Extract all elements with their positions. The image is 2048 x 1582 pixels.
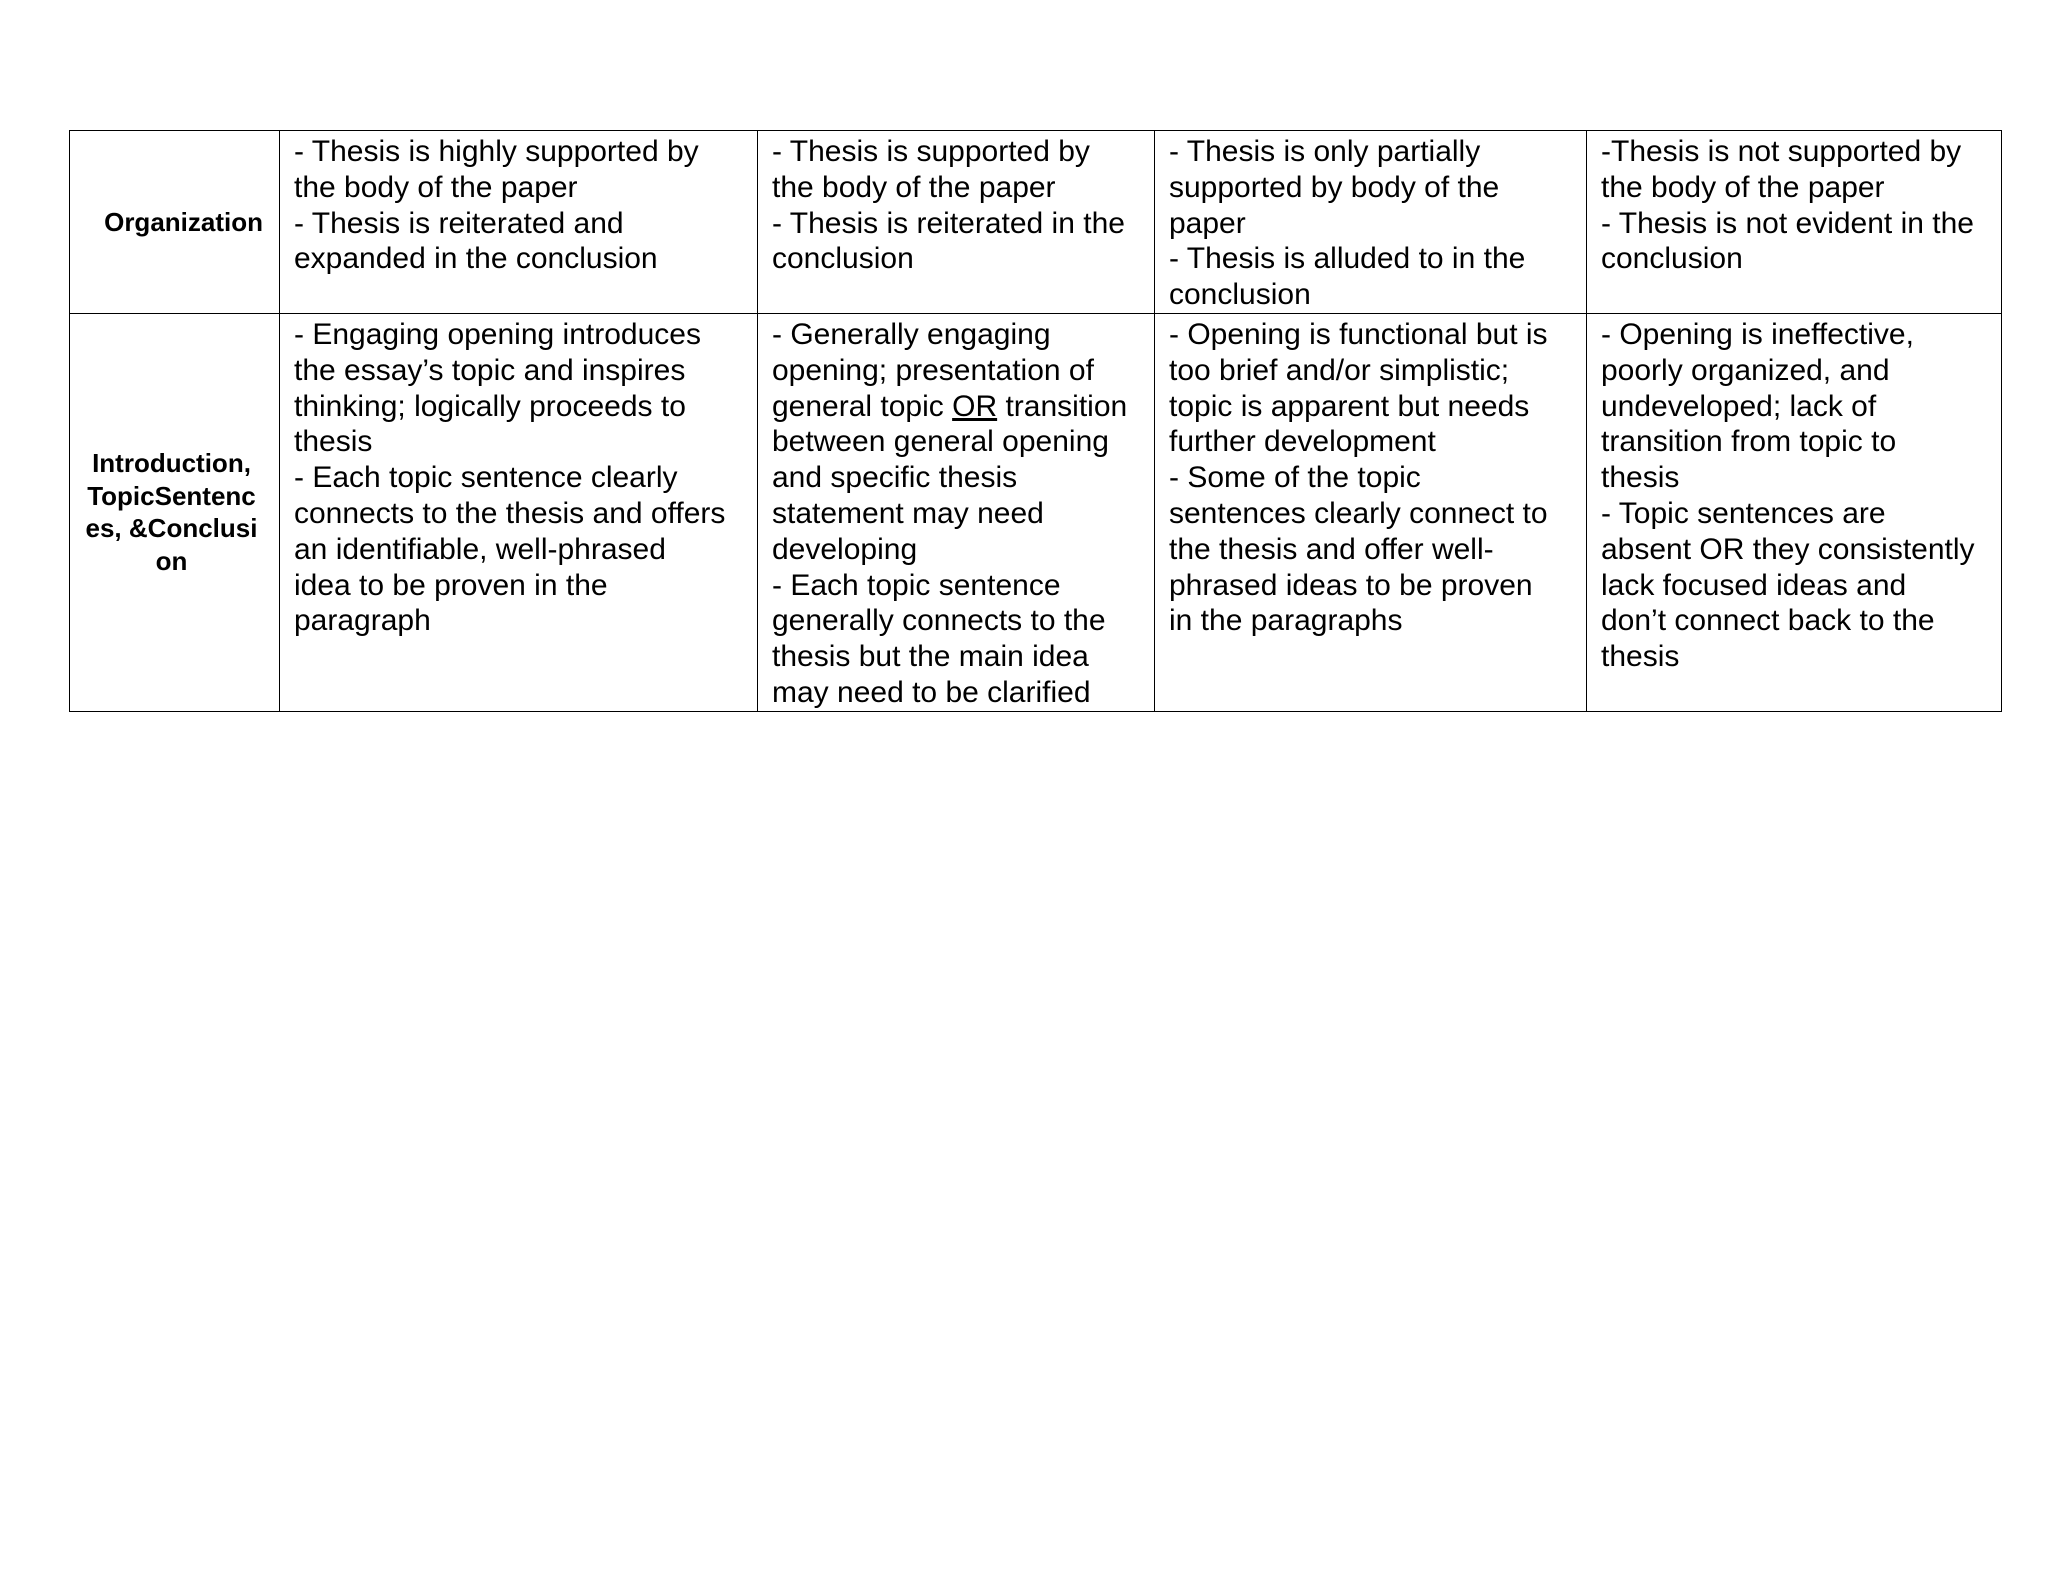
- text-line: phrased ideas to be proven: [1169, 568, 1533, 602]
- text-line: and specific thesis: [772, 461, 1018, 495]
- text-line: the body of the paper: [772, 170, 1056, 204]
- text-line: the body of the paper: [294, 170, 578, 204]
- text-line: thinking; logically proceeds to: [294, 389, 686, 423]
- text-line: further development: [1169, 425, 1436, 459]
- text-line: - Generally engaging: [772, 317, 1051, 351]
- text-line: - Thesis is highly supported by: [294, 135, 699, 168]
- text-line: - Thesis is supported by: [772, 135, 1090, 168]
- text-line: the essay’s topic and inspires: [294, 353, 686, 387]
- text-line: paper: [1169, 206, 1246, 240]
- text-line: idea to be proven in the: [294, 568, 608, 602]
- text-line: don’t connect back to the: [1601, 604, 1935, 638]
- text-line: absent OR they consistently: [1601, 532, 1975, 566]
- text-line: poorly organized, and: [1601, 353, 1890, 387]
- text-line: - Thesis is reiterated and: [294, 206, 624, 240]
- descriptor-cell-level-1: [280, 131, 758, 314]
- rubric-row-introduction: [70, 313, 2002, 711]
- text-line: undeveloped; lack of: [1601, 389, 1877, 423]
- criterion-cell: [70, 131, 280, 314]
- text-line: opening; presentation of: [772, 353, 1094, 387]
- text-line: paragraph: [294, 604, 431, 638]
- text-line: - Opening is ineffective,: [1601, 317, 1914, 351]
- text-line: - Engaging opening introduces: [294, 317, 701, 351]
- text-line: developing: [772, 532, 918, 566]
- criterion-label: [104, 206, 263, 239]
- rubric-row-organization: [70, 131, 2002, 314]
- text-line: - Opening is functional but is: [1169, 317, 1548, 351]
- text-line: Introduction,: [92, 448, 251, 479]
- text-line: - Each topic sentence clearly: [294, 461, 678, 495]
- text-line: lack focused ideas and: [1601, 568, 1907, 602]
- text-line: thesis but the main idea: [772, 640, 1089, 674]
- descriptor-cell-level-1: [280, 313, 758, 711]
- text-line: generally connects to the: [772, 604, 1106, 638]
- text-line: - Each topic sentence: [772, 568, 1061, 602]
- text-line: - Thesis is alluded to in the: [1169, 242, 1526, 276]
- text-line: thesis: [1601, 461, 1680, 495]
- descriptor-cell-level-2: [758, 313, 1155, 711]
- text-line: the body of the paper: [1601, 170, 1885, 204]
- text-line: - Topic sentences are: [1601, 496, 1886, 530]
- text-line: - Thesis is only partially: [1169, 135, 1481, 168]
- text-line: Conclusi: [147, 513, 258, 544]
- text-line: conclusion: [1601, 242, 1743, 276]
- text-line: may need to be clarified: [772, 675, 1091, 709]
- criterion-label: [80, 447, 263, 577]
- text-line: Sentenc: [154, 480, 256, 511]
- text-line: transition from topic to: [1601, 425, 1897, 459]
- text-line: thesis: [1601, 640, 1680, 674]
- text-line: conclusion: [1169, 278, 1311, 312]
- descriptor-cell-level-4: [1587, 313, 2002, 711]
- text-line: topic is apparent but needs: [1169, 389, 1530, 423]
- text-line: the thesis and offer well-: [1169, 532, 1494, 566]
- text-line: supported by body of the: [1169, 170, 1500, 204]
- rubric-table: [69, 130, 2002, 712]
- text-line: expanded in the conclusion: [294, 242, 658, 276]
- text-line: an identifiable, well-phrased: [294, 532, 666, 566]
- text-line: connects to the thesis and offers: [294, 496, 726, 530]
- criterion-cell: [70, 313, 280, 711]
- text-line: conclusion: [772, 242, 914, 276]
- text-line: too brief and/or simplistic;: [1169, 353, 1510, 387]
- text-line: Organization: [104, 206, 263, 237]
- text-line: -Thesis is not supported by: [1601, 135, 1962, 168]
- text-line: - Some of the topic: [1169, 461, 1421, 495]
- text-line: between general opening: [772, 425, 1109, 459]
- text-line: sentences clearly connect to: [1169, 496, 1548, 530]
- text-line: statement may need: [772, 496, 1044, 530]
- text-line: in the paragraphs: [1169, 604, 1403, 638]
- descriptor-cell-level-4: [1587, 131, 2002, 314]
- text-line: - Thesis is not evident in the: [1601, 206, 1974, 240]
- text-line: Topic: [87, 480, 155, 511]
- text-line: thesis: [294, 425, 373, 459]
- underlined-text: OR: [952, 389, 998, 423]
- text-line: - Thesis is reiterated in the: [772, 206, 1125, 240]
- text-line: on: [155, 545, 188, 576]
- text-line: es, &: [85, 513, 148, 544]
- descriptor-cell-level-3: [1155, 131, 1587, 314]
- text-line: general topic OR transition: [772, 389, 1128, 423]
- descriptor-cell-level-2: [758, 131, 1155, 314]
- descriptor-cell-level-3: [1155, 313, 1587, 711]
